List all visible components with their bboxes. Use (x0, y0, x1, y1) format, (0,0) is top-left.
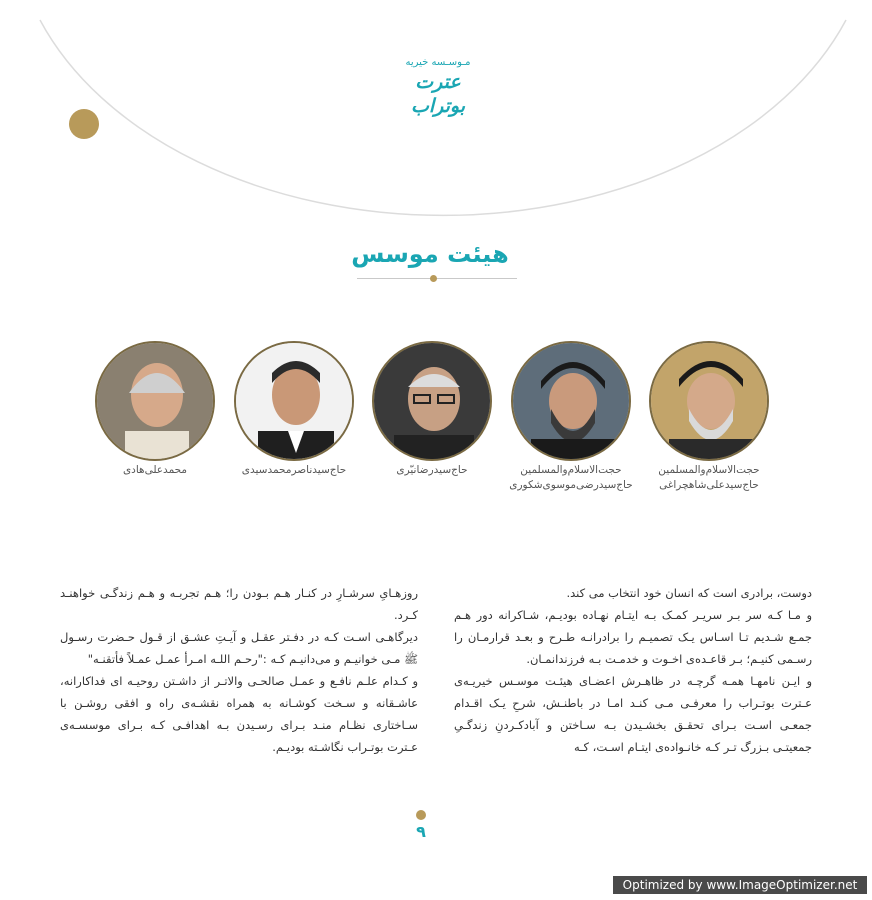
member-caption (219, 463, 369, 478)
member-photo (234, 341, 354, 461)
left-text-column (60, 582, 418, 758)
gold-dot-decoration (69, 109, 99, 139)
member-card (357, 341, 507, 478)
member-caption (357, 463, 507, 478)
organization-logo (388, 56, 488, 117)
member-photo (511, 341, 631, 461)
right-text-column (454, 582, 812, 758)
paragraph: و کـدام علـم نافـع و عمـل صالحـی والاتـر از داشـتن روحیـه ای فداکارانه، عاشـقانه و سـخت کوشـانه به همراه نقشـه‌ی راه و افقی روشـن با سـاختاری نظـام منـد بـرای رسـیدن بـه اهدافـی کـه بـرای موسسـه‌ی عـترت بوتـراب نگاشـته بودیـم. (60, 674, 418, 754)
member-card (219, 341, 369, 478)
member-caption (634, 463, 784, 493)
paragraph: دیرگاهـی اسـت کـه در دفـتر عقـل و آیـتِ عشـق از قـول حـضرت رسـول ﷺ مـی خوانیـم و می‌دانیـم کـه :"رحـم اللـه امـرأ عمـل عمـلاً فأتقنـه" (60, 630, 418, 666)
member-photo (372, 341, 492, 461)
member-name: حاج‌سیدرضی‌موسوی‌شکوری (509, 479, 633, 491)
member-caption (496, 463, 646, 493)
paragraph: و مـا کـه سر بـر سریـر کمـک بـه ایتـام نهـاده بودیـم، شـاکرانه دور هـم جمـع شـدیم تـا اسـاس یـک تصمیـم را برادرانـه طـرح و بعـد قرارمـان را رسـمی کنیـم؛ بـر قاعـده‌ی اخـوت و خدمـت بـه فرزندانمـان. (454, 608, 812, 666)
member-name: حاج‌سیدناصر‌محمدسیدی (241, 464, 347, 476)
member-title: حجت‌الاسلام‌والمسلمین (520, 464, 622, 476)
logo-title: عترت بوتراب (410, 71, 466, 117)
member-card (634, 341, 784, 493)
member-caption (80, 463, 230, 478)
member-title: حجت‌الاسلام‌والمسلمین (658, 464, 760, 476)
member-card (496, 341, 646, 493)
paragraph: دوست، برادری است که انسان خود انتخاب می کند. (566, 586, 812, 600)
title-underline (357, 278, 517, 279)
member-photo (649, 341, 769, 461)
page-number: ۹ (416, 822, 426, 841)
section-title: هیئت موسس (351, 240, 509, 268)
logo-subtitle: مـوسـسه خیریه (405, 57, 471, 68)
member-card (80, 341, 230, 478)
paragraph: روزهـایِ سرشـارِ در کنـار هـم بـودن را؛ هـم تجربـه و هـم زندگـی خواهنـد کـرد. (60, 586, 418, 622)
paragraph: و ایـن نامهـا همـه گرچـه در ظاهـرش اعضـای هیئـت موسـس خیریـه‌ی عـترت بوتـراب را معرفـی مـی کنـد امـا در باطنـش، شرحِ یـک اقـدام جمعـی اسـت بـرای تحقـق بخشـیدن بـه سـاختن و آبادکـردنِ زندگـیِ جمعیتـی بـزرگ تـر کـه خانـواده‌ی ایتـام اسـت، کـه (454, 674, 812, 754)
optimizer-watermark: Optimized by www.ImageOptimizer.net (613, 876, 867, 894)
member-name: محمدعلی‌هادی (122, 464, 188, 476)
member-name: حاج‌سیدعلی‌شاهچراغی (659, 479, 759, 491)
member-photo (95, 341, 215, 461)
title-dot (430, 275, 437, 282)
page-dot (416, 810, 426, 820)
member-name: حاج‌سیدرضانیّری (396, 464, 468, 476)
